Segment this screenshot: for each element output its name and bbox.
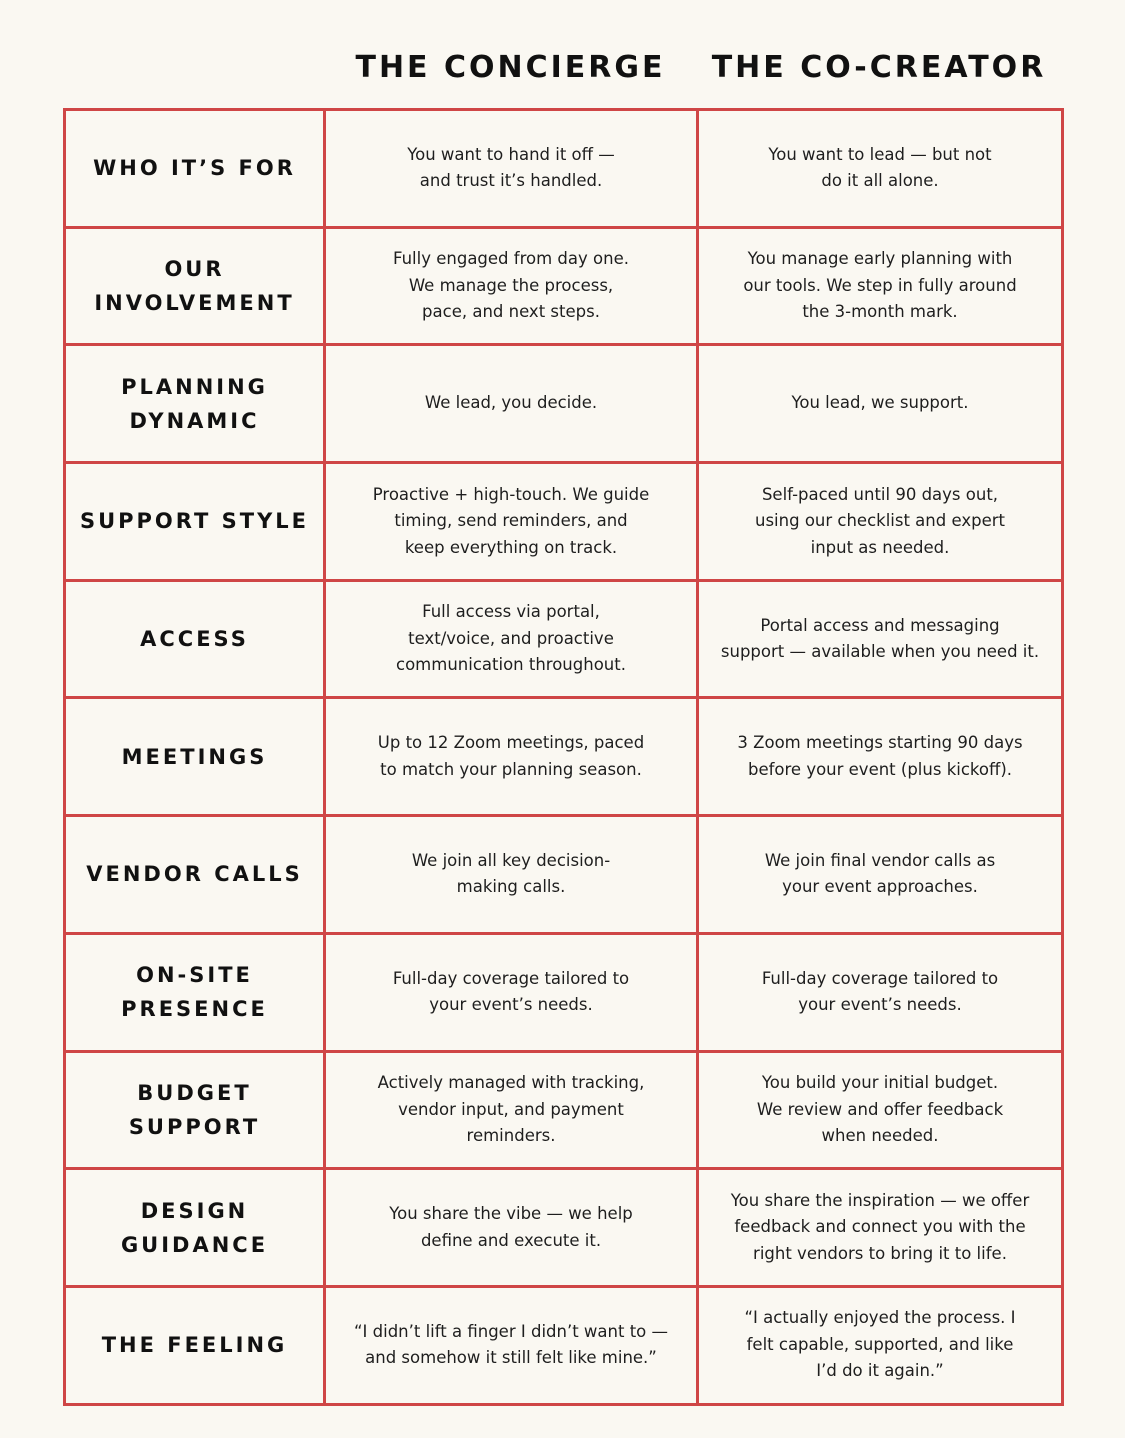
row-label-cell bbox=[65, 933, 325, 1051]
table-row bbox=[65, 816, 1063, 934]
table-row bbox=[65, 227, 1063, 345]
concierge-cell bbox=[325, 110, 698, 228]
table-row bbox=[65, 463, 1063, 581]
cocreator-cell bbox=[698, 698, 1063, 816]
cocreator-text: We join final vendor calls as your event approaches. bbox=[764, 850, 996, 897]
table-row bbox=[65, 1051, 1063, 1169]
row-label: ON-SITE PRESENCE bbox=[121, 963, 268, 1022]
concierge-cell bbox=[325, 463, 698, 581]
concierge-text: You share the vibe — we help define and execute it. bbox=[389, 1204, 633, 1250]
cocreator-cell bbox=[698, 1051, 1063, 1169]
concierge-cell bbox=[325, 1051, 698, 1169]
table-row bbox=[65, 698, 1063, 816]
concierge-cell bbox=[325, 816, 698, 934]
concierge-text: Proactive + high-touch. We guide timing, send reminders, and keep everything on track. bbox=[372, 484, 650, 557]
row-label: DESIGN GUIDANCE bbox=[120, 1198, 269, 1257]
column-heading-cocreator: THE CO-CREATOR bbox=[711, 50, 1047, 85]
table-row bbox=[65, 110, 1063, 228]
row-label-cell bbox=[65, 227, 325, 345]
concierge-cell bbox=[325, 345, 698, 463]
concierge-text: You want to hand it off — and trust it’s handled. bbox=[407, 144, 615, 191]
row-label: BUDGET SUPPORT bbox=[128, 1080, 261, 1139]
table-row bbox=[65, 1286, 1063, 1404]
cocreator-text: Portal access and messaging support — available when you need it. bbox=[720, 615, 1040, 662]
row-label: WHO IT’S FOR bbox=[93, 156, 296, 181]
concierge-cell bbox=[325, 933, 698, 1051]
row-label: VENDOR CALLS bbox=[86, 862, 303, 887]
concierge-cell bbox=[325, 1169, 698, 1287]
row-label-cell bbox=[65, 110, 325, 228]
cocreator-text: 3 Zoom meetings starting 90 days before your event (plus kickoff). bbox=[737, 733, 1023, 779]
cocreator-text: “I actually enjoyed the process. I felt capable, supported, and like I’d do it again.” bbox=[744, 1308, 1016, 1381]
concierge-text: We join all key decision- making calls. bbox=[411, 850, 611, 897]
column-heading-concierge: THE CONCIERGE bbox=[355, 50, 666, 85]
cocreator-text: You share the inspiration — we offer feedback and connect you with the right vendors to bring it to life. bbox=[730, 1190, 1030, 1263]
concierge-text: “I didn’t lift a finger I didn’t want to — and somehow it still felt like mine.” bbox=[353, 1321, 668, 1368]
table-row bbox=[65, 933, 1063, 1051]
concierge-cell bbox=[325, 1286, 698, 1404]
row-label-cell bbox=[65, 345, 325, 463]
table-row bbox=[65, 345, 1063, 463]
cocreator-cell bbox=[698, 227, 1063, 345]
cocreator-cell bbox=[698, 933, 1063, 1051]
cocreator-cell bbox=[698, 1286, 1063, 1404]
row-label-cell bbox=[65, 1051, 325, 1169]
cocreator-cell bbox=[698, 816, 1063, 934]
cocreator-text: You manage early planning with our tools. We step in fully around the 3-month mark. bbox=[743, 249, 1017, 322]
cocreator-text: You build your initial budget. We review and offer feedback when needed. bbox=[756, 1073, 1004, 1146]
cocreator-text: You want to lead — but not do it all alone. bbox=[768, 144, 992, 191]
cocreator-text: You lead, we support. bbox=[791, 393, 969, 413]
row-label-cell bbox=[65, 1169, 325, 1287]
concierge-cell bbox=[325, 698, 698, 816]
concierge-cell bbox=[325, 580, 698, 698]
row-label-cell bbox=[65, 1286, 325, 1404]
table-row bbox=[65, 1169, 1063, 1287]
cocreator-cell bbox=[698, 110, 1063, 228]
concierge-text: Full-day coverage tailored to your event’s needs. bbox=[392, 968, 630, 1015]
row-label: SUPPORT STYLE bbox=[79, 509, 310, 534]
concierge-text: Up to 12 Zoom meetings, paced to match your planning season. bbox=[377, 733, 645, 779]
concierge-text: Full access via portal, text/voice, and proactive communication throughout. bbox=[396, 602, 626, 675]
concierge-text: Actively managed with tracking, vendor input, and payment reminders. bbox=[377, 1073, 645, 1146]
cocreator-text: Self-paced until 90 days out, using our checklist and expert input as needed. bbox=[755, 484, 1005, 557]
cocreator-cell bbox=[698, 463, 1063, 581]
concierge-text: Fully engaged from day one. We manage the process, pace, and next steps. bbox=[393, 249, 629, 322]
concierge-text: We lead, you decide. bbox=[424, 393, 598, 413]
row-label-cell bbox=[65, 698, 325, 816]
row-label-cell bbox=[65, 463, 325, 581]
table-row bbox=[65, 580, 1063, 698]
row-label: OUR INVOLVEMENT bbox=[94, 257, 295, 316]
comparison-table bbox=[63, 108, 1064, 1406]
row-label-cell bbox=[65, 580, 325, 698]
concierge-cell bbox=[325, 227, 698, 345]
cocreator-cell bbox=[698, 1169, 1063, 1287]
row-label: MEETINGS bbox=[121, 744, 268, 769]
row-label: THE FEELING bbox=[101, 1333, 288, 1358]
cocreator-cell bbox=[698, 345, 1063, 463]
cocreator-text: Full-day coverage tailored to your event’s needs. bbox=[761, 968, 999, 1015]
row-label: PLANNING DYNAMIC bbox=[121, 374, 268, 433]
cocreator-cell bbox=[698, 580, 1063, 698]
row-label: ACCESS bbox=[140, 627, 249, 652]
row-label-cell bbox=[65, 816, 325, 934]
